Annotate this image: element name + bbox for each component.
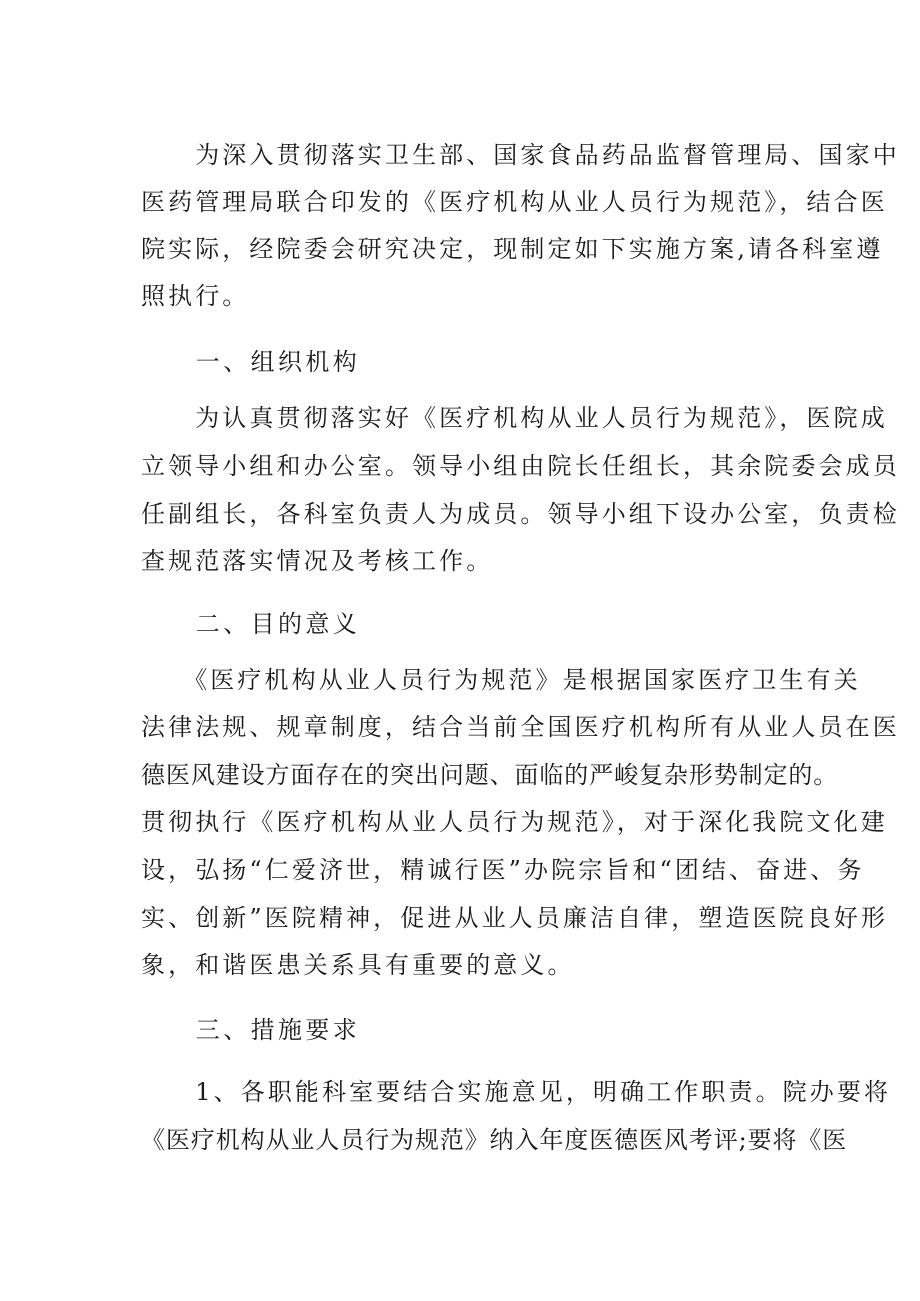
measure-1-line-2: 《医疗机构从业人员行为规范》纳入年度医德医风考评;要将《医 [141, 1126, 848, 1154]
purpose-line-5: 设，弘扬“仁爱济世，精诚行医”办院宗旨和“团结、奋进、务 [141, 856, 865, 884]
organization-line-4: 查规范落实情况及考核工作。 [141, 547, 494, 575]
organization-line-1: 为认真贯彻落实好《医疗机构从业人员行为规范》，医院成 [141, 404, 888, 432]
organization-line-2: 立领导小组和办公室。领导小组由院长任组长，其余院委会成员 [141, 452, 900, 480]
intro-line-2: 医药管理局联合印发的《医疗机构从业人员行为规范》，结合医 [141, 188, 888, 216]
section-heading-measures: 三、措施要求 [141, 1016, 361, 1044]
purpose-line-7: 象，和谐医患关系具有重要的意义。 [141, 951, 575, 979]
organization-line-3: 任副组长，各科室负责人为成员。领导小组下设办公室，负责检 [141, 500, 900, 528]
section-heading-purpose: 二、目的意义 [141, 610, 361, 638]
purpose-line-3: 德医风建设方面存在的突出问题、面临的严峻复杂形势制定的。 [141, 761, 839, 789]
purpose-line-1: 《医疗机构从业人员行为规范》是根据国家医疗卫生有关 [141, 666, 861, 694]
purpose-line-6: 实、创新”医院精神，促进从业人员廉洁自律，塑造医院良好形 [141, 904, 889, 932]
intro-line-4: 照执行。 [141, 282, 250, 310]
measure-1-line-1: 1、各职能科室要结合实施意见，明确工作职责。院办要将 [141, 1078, 892, 1106]
intro-line-3: 院实际，经院委会研究决定，现制定如下实施方案,请各科室遵 [141, 235, 884, 263]
purpose-line-4: 贯彻执行《医疗机构从业人员行为规范》，对于深化我院文化建 [141, 808, 888, 836]
purpose-line-2: 法律法规、规章制度，结合当前全国医疗机构所有从业人员在医 [141, 713, 900, 741]
section-heading-organization: 一、组织机构 [141, 348, 361, 376]
intro-line-1: 为深入贯彻落实卫生部、国家食品药品监督管理局、国家中 [141, 141, 900, 169]
